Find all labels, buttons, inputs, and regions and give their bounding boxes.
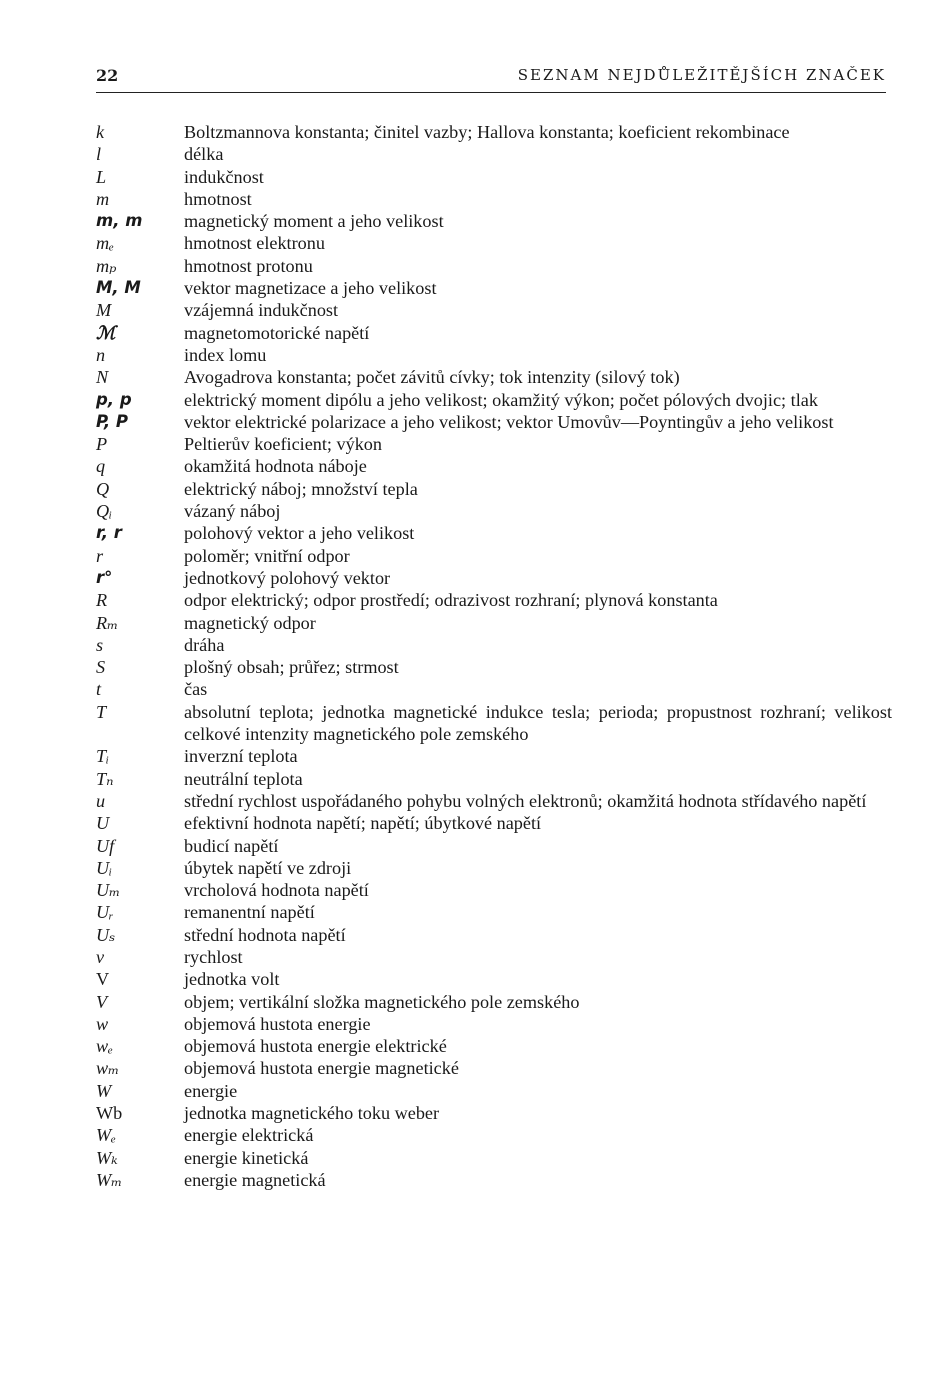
list-item (96, 924, 892, 946)
entry-meaning: délka (184, 144, 224, 165)
list-item (96, 901, 892, 923)
entry-symbol: wₑ (96, 1036, 113, 1057)
entry-meaning: objemová hustota energie elektrické (184, 1036, 447, 1057)
entry-symbol: M, M (96, 278, 141, 298)
entry-meaning: polohový vektor a jeho velikost (184, 523, 415, 544)
list-item (96, 857, 892, 879)
entry-meaning: Peltierův koeficient; výkon (184, 434, 382, 455)
entry-symbol: u (96, 790, 106, 811)
entry-symbol: Uᵣ (96, 902, 114, 923)
entry-meaning: vzájemná indukčnost (184, 300, 339, 321)
list-item (96, 344, 892, 366)
entry-symbol: Uₛ (96, 924, 116, 945)
list-item (96, 188, 892, 210)
list-item (96, 678, 892, 700)
entry-symbol: M (96, 300, 112, 321)
list-item (96, 567, 892, 589)
list-item (96, 210, 892, 232)
entry-symbol: L (96, 166, 107, 187)
entry-meaning: jednotkový polohový vektor (184, 567, 391, 588)
entry-symbol: Wₖ (96, 1147, 118, 1168)
entry-meaning: střední rychlost uspořádaného pohybu volných elektronů; okamžitá hodnota střídavého napětí (184, 790, 867, 811)
entry-symbol: wₘ (96, 1058, 120, 1079)
entry-symbol: w (96, 1013, 109, 1034)
list-item (96, 121, 892, 143)
entry-symbol: N (96, 367, 109, 388)
list-item (96, 1057, 892, 1079)
list-item (96, 656, 892, 678)
list-item (96, 1013, 892, 1035)
list-item (96, 701, 892, 746)
entry-meaning: úbytek napětí ve zdroji (184, 857, 352, 878)
entry-meaning: absolutní teplota; jednotka magnetické indukce tesla; perioda; propustnost rozhraní; velikost celkové intenzity magnetického pole zemského (184, 701, 892, 745)
entry-symbol: P (96, 434, 108, 455)
list-item (96, 143, 892, 165)
entry-meaning: energie kinetická (184, 1147, 309, 1168)
entry-meaning: Boltzmannova konstanta; činitel vazby; Hallova konstanta; koeficient rekombinace (184, 122, 790, 142)
list-item (96, 299, 892, 321)
entry-symbol: V (96, 991, 108, 1012)
list-item (96, 322, 892, 344)
entry-meaning: dráha (184, 634, 225, 655)
entry-symbol: T (96, 701, 107, 722)
entry-meaning: Avogadrova konstanta; počet závitů cívky; tok intenzity (silový tok) (184, 367, 680, 388)
entry-symbol: mₑ (96, 233, 114, 254)
list-item (96, 612, 892, 634)
entry-symbol: Q (96, 478, 110, 499)
entry-symbol: t (96, 679, 102, 700)
entry-meaning: elektrický náboj; množství tepla (184, 478, 418, 499)
entry-meaning: jednotka volt (184, 969, 280, 990)
entry-meaning: hmotnost protonu (184, 255, 313, 276)
entry-meaning: vektor elektrické polarizace a jeho velikost; vektor Umovův—Poyntingův a jeho velikost (184, 411, 834, 432)
entry-symbol: Wₑ (96, 1125, 116, 1146)
entry-meaning: energie (184, 1080, 238, 1101)
entry-meaning: poloměr; vnitřní odpor (184, 545, 350, 566)
running-title: SEZNAM NEJDŮLEŽITĚJŠÍCH ZNAČEK (517, 66, 886, 84)
entry-symbol: Wₘ (96, 1169, 123, 1190)
entry-symbol: Wb (96, 1103, 123, 1124)
list-item (96, 634, 892, 656)
entry-meaning: objemová hustota energie (184, 1013, 371, 1034)
entry-symbol: Rₘ (96, 612, 119, 633)
entry-symbol: v (96, 946, 105, 967)
entry-symbol: p, p (96, 389, 132, 409)
entry-meaning: vrcholová hodnota napětí (184, 880, 369, 901)
list-item (96, 1035, 892, 1057)
list-item (96, 389, 892, 411)
entry-symbol: r (96, 545, 104, 566)
entry-meaning: odpor elektrický; odpor prostředí; odrazivost rozhraní; plynová konstanta (184, 590, 718, 611)
entry-symbol: m, m (96, 211, 143, 231)
list-item (96, 835, 892, 857)
entry-symbol: k (96, 122, 105, 142)
entry-symbol: U (96, 813, 110, 834)
entry-symbol: l (96, 144, 102, 165)
entry-meaning: magnetický odpor (184, 612, 316, 633)
entry-meaning: indukčnost (184, 166, 264, 187)
entry-symbol: Uf (96, 835, 115, 856)
list-item (96, 812, 892, 834)
entry-symbol: P, P (96, 411, 128, 431)
list-item (96, 946, 892, 968)
list-item (96, 455, 892, 477)
entry-symbol: Tᵢ (96, 746, 109, 767)
entry-symbol: S (96, 657, 106, 678)
list-item (96, 545, 892, 567)
list-item (96, 366, 892, 388)
list-item (96, 991, 892, 1013)
list-item (96, 277, 892, 299)
header-rule (96, 92, 886, 93)
list-item (96, 968, 892, 990)
list-item (96, 478, 892, 500)
entry-meaning: efektivní hodnota napětí; napětí; úbytkové napětí (184, 813, 542, 834)
list-item (96, 166, 892, 188)
entry-meaning: okamžitá hodnota náboje (184, 456, 367, 477)
entry-meaning: energie elektrická (184, 1125, 314, 1146)
entry-meaning: inverzní teplota (184, 746, 298, 767)
entry-symbol: W (96, 1080, 112, 1101)
entry-meaning: čas (184, 679, 208, 700)
entry-symbol: s (96, 634, 104, 655)
entry-meaning: objemová hustota energie magnetické (184, 1058, 459, 1079)
list-item (96, 790, 892, 812)
entry-symbol: V (96, 969, 110, 990)
list-item (96, 433, 892, 455)
entry-meaning: neutrální teplota (184, 768, 303, 789)
entry-meaning: index lomu (184, 344, 267, 365)
page-header (96, 66, 886, 88)
entry-meaning: hmotnost elektronu (184, 233, 325, 254)
entry-symbol: Uᵢ (96, 857, 113, 878)
page-number: 22 (96, 66, 119, 85)
entry-symbol: r° (96, 567, 113, 587)
entry-meaning: elektrický moment dipólu a jeho velikost; okamžitý výkon; počet pólových dvojic; tlak (184, 389, 818, 410)
list-item (96, 232, 892, 254)
list-item (96, 1147, 892, 1169)
entry-symbol: q (96, 456, 106, 477)
entry-meaning: rychlost (184, 946, 243, 967)
list-item (96, 879, 892, 901)
entry-symbol: R (96, 590, 108, 611)
entry-meaning: jednotka magnetického toku weber (184, 1103, 440, 1124)
entry-symbol: Tₙ (96, 768, 114, 789)
list-item (96, 500, 892, 522)
entry-meaning: remanentní napětí (184, 902, 315, 923)
entry-meaning: hmotnost (184, 188, 252, 209)
entry-symbol: Qᵢ (96, 501, 113, 522)
entry-meaning: vektor magnetizace a jeho velikost (184, 278, 437, 299)
list-item (96, 1102, 892, 1124)
entry-meaning: magnetický moment a jeho velikost (184, 211, 444, 232)
entry-meaning: budicí napětí (184, 835, 279, 856)
entry-symbol: Uₘ (96, 880, 121, 901)
list-item (96, 745, 892, 767)
list-item (96, 589, 892, 611)
entry-meaning: střední hodnota napětí (184, 924, 346, 945)
entry-symbol: ℳ (96, 322, 116, 343)
entry-symbol: mₚ (96, 255, 117, 276)
list-item (96, 411, 892, 433)
entry-meaning: vázaný náboj (184, 501, 281, 522)
entry-meaning: plošný obsah; průřez; strmost (184, 657, 399, 678)
list-item (96, 255, 892, 277)
list-item (96, 1080, 892, 1102)
entry-meaning: magnetomotorické napětí (184, 322, 370, 343)
list-item (96, 1169, 892, 1191)
entry-symbol: m (96, 188, 110, 209)
entry-symbol: n (96, 344, 106, 365)
symbol-list (96, 121, 892, 1191)
list-item (96, 522, 892, 544)
entry-symbol: r, r (96, 523, 122, 543)
entry-meaning: objem; vertikální složka magnetického pole zemského (184, 991, 580, 1012)
entry-meaning: energie magnetická (184, 1169, 326, 1190)
list-item (96, 768, 892, 790)
list-item (96, 1124, 892, 1146)
